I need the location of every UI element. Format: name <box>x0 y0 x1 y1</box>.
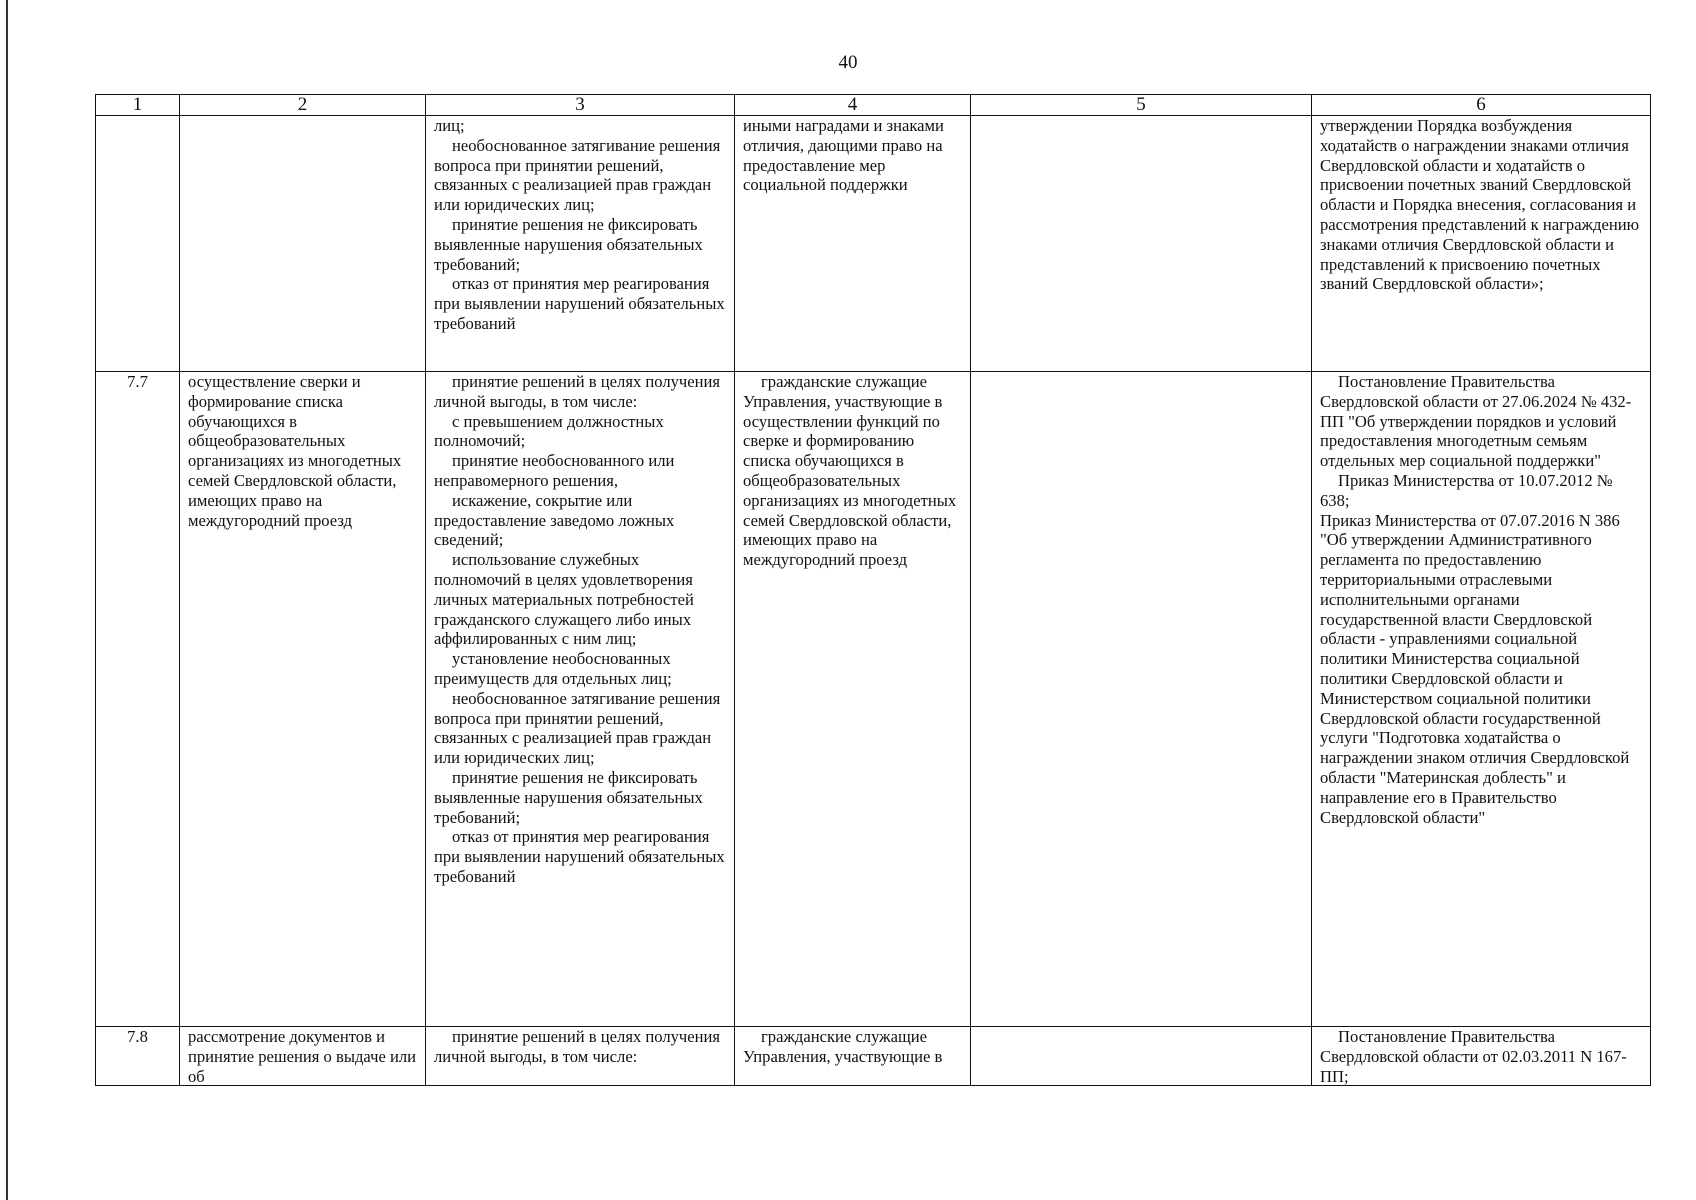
cell-paragraph: утверждении Порядка возбуждения ходатайств о награждении знаками отличия Свердловской области и ходатайств о присвоении почетных званий Свердловской области и Порядка внесения, согласования и рассмотрения представлений к награждению знаками отличия Свердловской области и представлений к присвоению почетных званий Свердловской области»; <box>1320 116 1644 294</box>
measures-cell <box>971 372 1312 1027</box>
cell-paragraph: принятие решения не фиксировать выявленные нарушения обязательных требований; <box>434 767 708 827</box>
process-description-cell <box>180 1027 426 1086</box>
table-header-row <box>96 95 1651 116</box>
cell-paragraph: осуществление сверки и формирование списка обучающихся в общеобразовательных организациях из многодетных семей Свердловской области, имеющих право на междугородний проезд <box>188 372 406 530</box>
positions-cell <box>735 116 971 372</box>
document-table <box>95 94 1651 1086</box>
cell-paragraph: принятие решений в целях получения личной выгоды, в том числе: <box>434 372 725 411</box>
positions-cell <box>735 372 971 1027</box>
table-row <box>96 372 1651 1027</box>
cell-paragraph: необоснованное затягивание решения вопроса при принятии решений, связанных с реализацией прав граждан или юридических лиц; <box>434 135 725 215</box>
cell-paragraph: принятие решения не фиксировать выявленные нарушения обязательных требований; <box>434 214 708 274</box>
cell-paragraph: иными наградами и знаками отличия, дающими право на предоставление мер социальной поддержки <box>743 116 949 195</box>
cell-paragraph: гражданские служащие Управления, участвующие в <box>743 1027 943 1066</box>
cell-paragraph: Постановление Правительства Свердловской области от 02.03.2011 N 167-ПП; <box>1320 1027 1627 1086</box>
cell-paragraph: принятие необоснованного или неправомерного решения, <box>434 451 679 490</box>
cell-paragraph: лиц; <box>434 116 465 135</box>
cell-paragraph: отказ от принятия мер реагирования при выявлении нарушений обязательных требований <box>434 274 729 333</box>
cell-paragraph: с превышением должностных полномочий; <box>434 411 668 451</box>
cell-paragraph: Постановление Правительства Свердловской области от 27.06.2024 № 432-ПП "Об утверждении порядков и условий предоставления многодетным семьям отдельных мер социальной поддержки" <box>1320 372 1632 471</box>
process-description-cell <box>180 116 426 372</box>
row-number: 7.7 <box>96 372 180 1027</box>
cell-paragraph: принятие решений в целях получения личной выгоды, в том числе: <box>434 1027 725 1066</box>
page-number: 40 <box>838 52 858 73</box>
cell-paragraph: гражданские служащие Управления, участвующие в осуществлении функций по сверке и формированию списка обучающихся в общеобразовательных организациях из многодетных семей Свердловской области, имеющих право на междугородний проезд <box>743 372 961 570</box>
measures-cell <box>971 116 1312 372</box>
cell-paragraph: установление необоснованных преимуществ для отдельных лиц; <box>434 649 675 688</box>
cell-paragraph: использование служебных полномочий в целях удовлетворения личных материальных потребностей гражданского служащего либо иных аффилированных с ним лиц; <box>434 550 699 649</box>
column-header: 3 <box>426 95 735 116</box>
cell-paragraph: рассмотрение документов и принятие решения о выдаче или об <box>188 1027 421 1086</box>
legal-acts-cell <box>1312 116 1651 372</box>
column-header: 2 <box>180 95 426 116</box>
scan-edge-line <box>6 0 8 1200</box>
positions-cell <box>735 1027 971 1086</box>
measures-cell <box>971 1027 1312 1086</box>
table-row <box>96 116 1651 372</box>
column-header: 5 <box>971 95 1312 116</box>
column-header: 4 <box>735 95 971 116</box>
cell-paragraph: искажение, сокрытие или предоставление заведомо ложных сведений; <box>434 490 679 550</box>
legal-acts-cell <box>1312 372 1651 1027</box>
row-number <box>96 116 180 372</box>
cell-paragraph: Приказ Министерства от 07.07.2016 N 386 "Об утверждении Административного регламента по предоставлению территориальными отраслевыми исполнительными органами государственной власти Свердловской области - управлениями социальной политики Министерства социальной политики Свердловской области и Министерством социальной политики Свердловской области государственной услуги "Подготовка ходатайства о награждении знаком отличия Свердловской области "Материнская доблесть" и направление его в Правительство Свердловской области" <box>1320 510 1634 827</box>
cell-paragraph: необоснованное затягивание решения вопроса при принятии решений, связанных с реализацией прав граждан или юридических лиц; <box>434 688 725 768</box>
risk-description-cell <box>426 372 735 1027</box>
process-description-cell <box>180 372 426 1027</box>
cell-paragraph: Приказ Министерства от 10.07.2012 № 638; <box>1320 470 1617 510</box>
column-header: 1 <box>96 95 180 116</box>
row-number: 7.8 <box>96 1027 180 1086</box>
risk-description-cell <box>426 116 735 372</box>
cell-paragraph: отказ от принятия мер реагирования при выявлении нарушений обязательных требований <box>434 827 729 886</box>
legal-acts-cell <box>1312 1027 1651 1086</box>
risk-description-cell <box>426 1027 735 1086</box>
table-row <box>96 1027 1651 1086</box>
column-header: 6 <box>1312 95 1651 116</box>
